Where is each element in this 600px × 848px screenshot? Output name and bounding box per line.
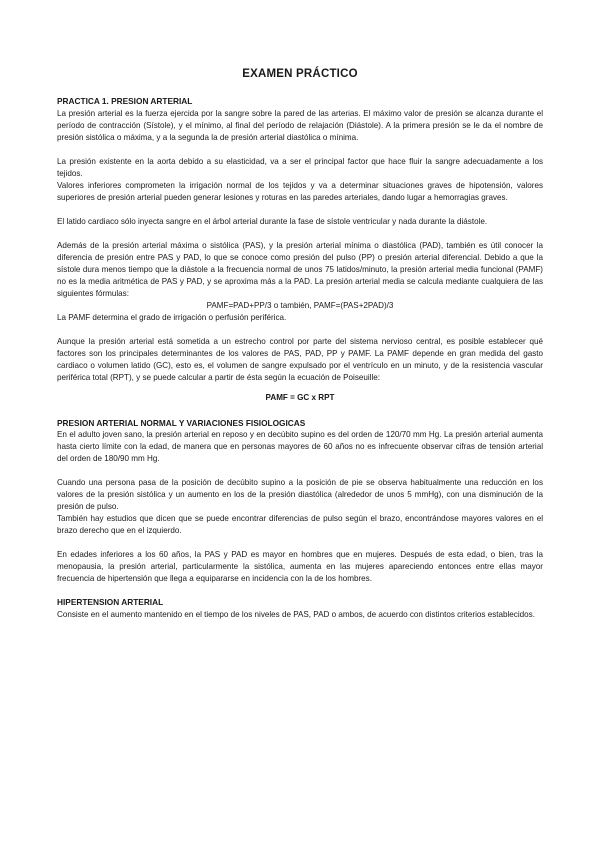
paragraph: El latido cardiaco sólo inyecta sangre en el árbol arterial durante la fase de sístole ventricular y nada durante la diástole. [57, 216, 488, 226]
paragraph: La presión arterial es la fuerza ejercida por la sangre sobre la pared de las arterias. El máximo valor de presión se alcanza durante el período de contracción (Sístole), y el mínimo, al final del período de relajación (Diástole). A la primera presión se le da el nombre de presión sistólica o máxima, y a la segunda la de presión arterial diastólica o mínima. [57, 108, 543, 142]
paragraph: La presión existente en la aorta debido a su elasticidad, va a ser el principal factor que hace fluir la sangre adecuadamente a los tejidos. [57, 156, 543, 178]
section-heading-hipertension: HIPERTENSION ARTERIAL [57, 597, 164, 608]
section-heading-presion-normal: PRESION ARTERIAL NORMAL Y VARIACIONES FISIOLOGICAS [57, 417, 306, 428]
formula-pamf: PAMF=PAD+PP/3 o también, PAMF=(PAS+2PAD)/3 [206, 300, 394, 310]
paragraph: Además de la presión arterial máxima o sistólica (PAS), y la presión arterial mínima o diastólica (PAD), también es útil conocer la diferencia de presión entre PAS y PAD, lo que se conoce como presión del pulso (PP) o presión arterial diferencial. Debido a que la sístole dura menos tiempo que la diástole a la frecuencia normal de unos 75 latidos/minuto, la presión arterial media funcional (PAMF) no es la media aritmética de PAS y PAD, y se aproxima más a la PAD. La presión arterial media se calcula mediante cualquiera de las siguientes fórmulas: [57, 240, 543, 298]
paragraph: Cuando una persona pasa de la posición de decúbito supino a la posición de pie se observa habitualmente una reducción en los valores de la presión sistólica y un aumento en los de la presión diastólica (alrededor de unos 5 mmHg), con una disminución de la presión de pulso. [57, 478, 543, 512]
paragraph: Consiste en el aumento mantenido en el tiempo de los niveles de PAS, PAD o ambos, de acuerdo con distintos criterios establecidos. [57, 609, 535, 619]
page-title: EXAMEN PRÁCTICO [242, 68, 358, 80]
paragraph: La PAMF determina el grado de irrigación o perfusión periférica. [57, 312, 287, 322]
paragraph: También hay estudios que dicen que se puede encontrar diferencias de pulso según el brazo, encontrándose mayores valores en el brazo derecho que en el izquierdo. [57, 514, 543, 536]
paragraph: Valores inferiores comprometen la irrigación normal de los tejidos y va a determinar situaciones graves de hipotensión, valores superiores de presión arterial pueden generar lesiones y roturas en las paredes arteriales, dando lugar a hemorragias graves. [57, 180, 543, 202]
section-heading-presion-arterial: PRACTICA 1. PRESION ARTERIAL [57, 96, 193, 106]
paragraph: En edades inferiores a los 60 años, la PAS y PAD es mayor en hombres que en mujeres. Después de esta edad, o bien, tras la menopausia, la presión arterial, particularmente la sistólica, aumenta en las mujeres apareciendo entonces entre ellas mayor frecuencia de hipertensión que llega a equipararse en incidencia con la de los hombres. [57, 550, 543, 584]
formula-poiseuille: PAMF = GC x RPT [265, 392, 335, 402]
paragraph: Aunque la presión arterial está sometida a un estrecho control por parte del sistema nervioso central, es posible establecer qué factores son los principales determinantes de los valores de PAS, PAD, PP y PAMF. La PAMF depende en gran medida del gasto cardiaco o volumen latido (GC), esto es, el volumen de sangre expulsado por el ventrículo en un minuto, y de la resistencia vascular periférica total (RPT), y se puede calcular a partir de ésta según la ecuación de Poiseuille: [57, 336, 543, 382]
paragraph: En el adulto joven sano, la presión arterial en reposo y en decúbito supino es del orden de 120/70 mm Hg. La presión arterial aumenta hasta cierto límite con la edad, de manera que en personas mayores de 60 años no es infrecuente observar cifras de tensión arterial del orden de 180/90 mm Hg. [57, 430, 543, 464]
